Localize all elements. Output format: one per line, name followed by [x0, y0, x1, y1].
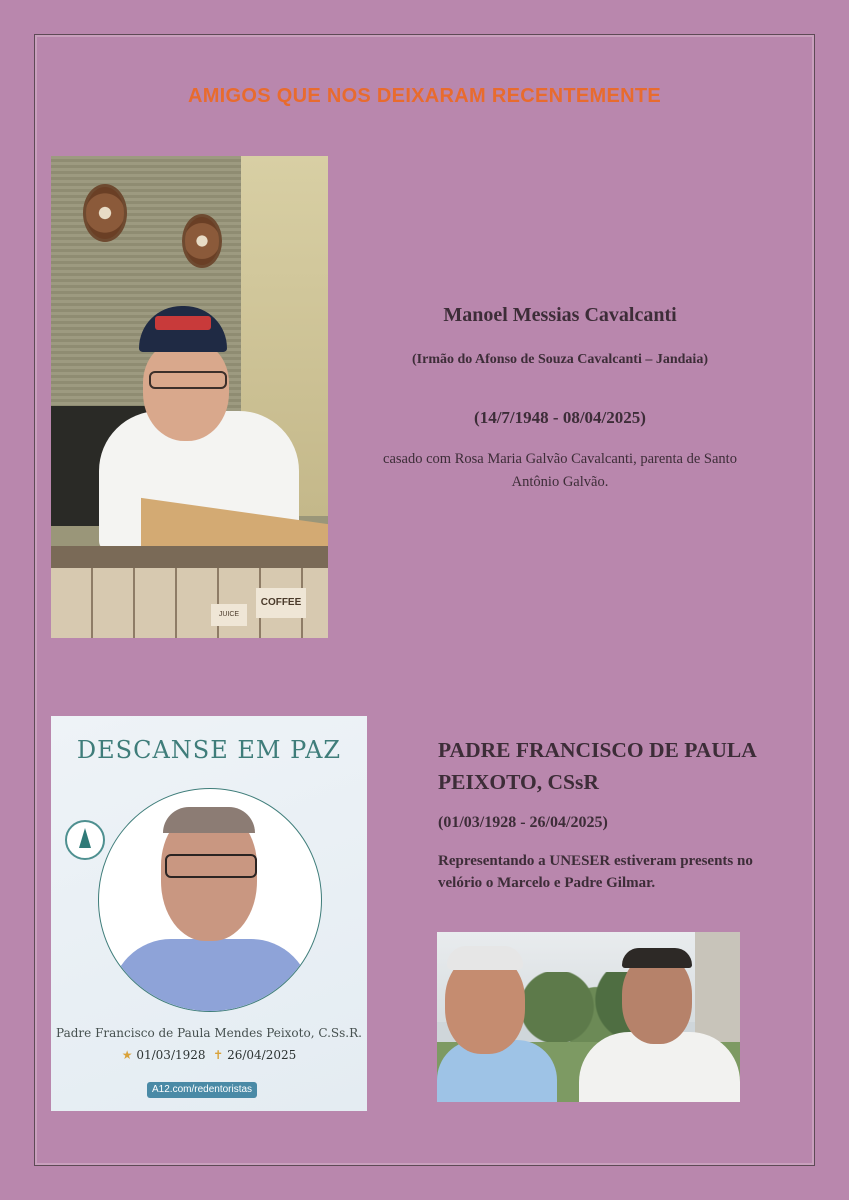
wall-plate — [182, 214, 222, 268]
person1-name: Manoel Messias Cavalcanti — [443, 304, 677, 326]
person1-spouse: casado com Rosa Maria Galvão Cavalcanti, parenta de Santo Antônio Galvão. — [383, 451, 737, 490]
person1-dates: (14/7/1948 - 08/04/2025) — [474, 408, 646, 427]
photo-manoel — [51, 156, 328, 638]
star-icon: ★ — [121, 1048, 133, 1062]
card-died: 26/04/2025 — [227, 1048, 297, 1062]
redentoristas-logo-icon — [65, 820, 105, 860]
portrait-circle — [98, 788, 322, 1012]
card-born: 01/03/1928 — [136, 1048, 206, 1062]
person2-note: Representando a UNESER estiveram presents no velório o Marcelo e Padre Gilmar. — [438, 853, 753, 891]
person2-dates: (01/03/1928 - 26/04/2025) — [438, 814, 608, 831]
photo-marcelo-gilmar — [437, 932, 740, 1102]
person1-relation: (Irmão do Afonso de Souza Cavalcanti – Jandaia) — [412, 352, 708, 367]
coffee-tile: COFFEE — [256, 588, 306, 618]
card-caption: Padre Francisco de Paula Mendes Peixoto, C.Ss.R. — [56, 1026, 362, 1040]
cross-icon: ✝ — [213, 1048, 224, 1062]
card-title: DESCANSE EM PAZ — [76, 736, 342, 764]
page-heading: AMIGOS QUE NOS DEIXARAM RECENTEMENTE — [187, 85, 662, 107]
cap-logo — [155, 316, 211, 330]
person2-name: PADRE FRANCISCO DE PAULA PEIXOTO, CSsR — [438, 738, 756, 794]
card-dates — [51, 1048, 367, 1062]
card-link: A12.com/redentoristas — [147, 1082, 257, 1098]
juice-tile: JUICE — [211, 604, 247, 626]
wall-plate — [83, 184, 127, 242]
memorial-card — [51, 716, 367, 1111]
